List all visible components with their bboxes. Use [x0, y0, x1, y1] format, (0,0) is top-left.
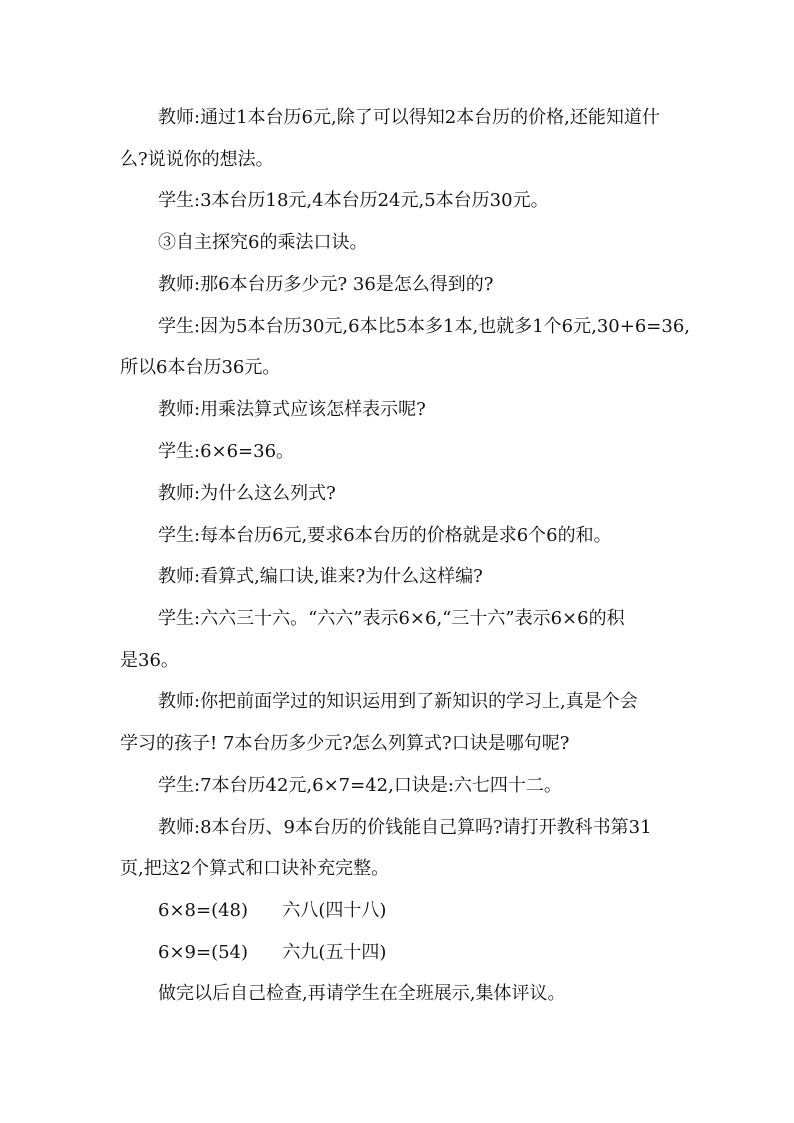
text-line: 学生:六六三十六。“六六”表示6×6,“三十六”表示6×6的积	[158, 608, 625, 629]
text-line: 页,把这2个算式和口诀补充完整。	[120, 858, 390, 879]
text-line: 教师:那6本台历多少元? 36是怎么得到的?	[158, 274, 494, 295]
formula-line: 6×9=(54) 六九(五十四)	[158, 942, 387, 963]
text-line: 教师:8本台历、9本台历的价钱能自己算吗?请打开教科书第31	[158, 817, 652, 838]
text-line: 么?说说你的想法。	[120, 149, 274, 170]
section-heading: ③自主探究6的乘法口诀。	[158, 232, 368, 253]
text-line: 是36。	[120, 650, 179, 671]
text-line: 学生:6×6=36。	[158, 441, 295, 462]
text-line: 教师:为什么这么列式?	[158, 483, 336, 504]
text-line: 做完以后自己检查,再请学生在全班展示,集体评议。	[158, 983, 566, 1004]
text-line: 学生:7本台历42元,6×7=42,口诀是:六七四十二。	[158, 775, 562, 796]
text-line: 教师:用乘法算式应该怎样表示呢?	[158, 399, 426, 420]
text-line: 所以6本台历36元。	[120, 357, 281, 378]
text-line: 教师:通过1本台历6元,除了可以得知2本台历的价格,还能知道什	[158, 107, 660, 128]
text-line: 学习的孩子! 7本台历多少元?怎么列算式?口诀是哪句呢?	[120, 733, 570, 754]
text-line: 学生:3本台历18元,4本台历24元,5本台历30元。	[158, 190, 549, 211]
text-line: 教师:你把前面学过的知识运用到了新知识的学习上,真是个会	[158, 691, 638, 712]
formula-line: 6×8=(48) 六八(四十八)	[158, 900, 387, 921]
text-line: 学生:因为5本台历30元,6本比5本多1本,也就多1个6元,30+6=36,	[158, 316, 690, 337]
text-line: 教师:看算式,编口诀,谁来?为什么这样编?	[158, 566, 483, 587]
text-line: 学生:每本台历6元,要求6本台历的价格就是求6个6的和。	[158, 525, 612, 546]
